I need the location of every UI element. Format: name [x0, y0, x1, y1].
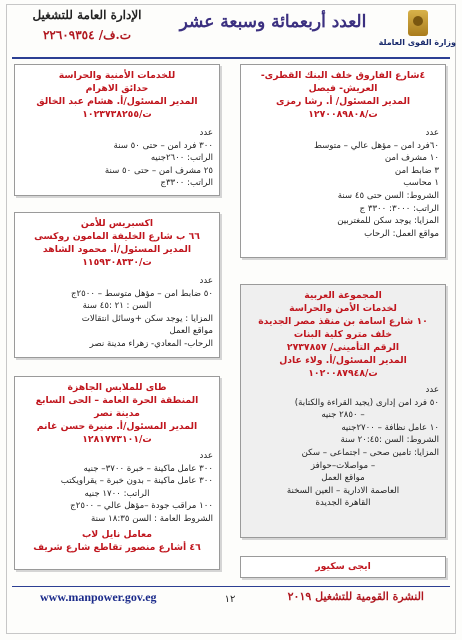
card-manager: المدير المسئول/ أ. رشا رمزى	[275, 96, 411, 107]
job-line: الراتب: ٣٣٠٠ج	[160, 178, 213, 189]
job-line: القاهرة الجديدة	[315, 498, 371, 509]
job-line: الرحاب- المعادي- زهراء مدينة نصر	[89, 338, 213, 349]
job-line: الراتب: ١٧٠٠ جنيه	[84, 488, 150, 499]
issue-title: العدد أربعمائة وسبعة عشر	[179, 12, 367, 32]
job-line: مواقع العمل	[169, 326, 213, 337]
card-egy-secure	[240, 556, 446, 578]
ministry-block	[380, 10, 456, 56]
ministry-name: وزارة القوى العاملة	[378, 38, 456, 47]
job-line: ٦٠فرد امن – مؤهل عالي – متوسط	[313, 140, 439, 151]
job-line: ٣ ضابط امن	[394, 165, 439, 176]
card-address: خلف مترو كلية البنات	[293, 329, 393, 340]
card-express-security	[14, 212, 220, 358]
job-line: ٢٥ مشرف امن – حتى ٥٠ سنة	[104, 165, 213, 176]
count-label: عدد	[425, 385, 439, 395]
job-line: مواقع العمل: الرحاب	[364, 228, 439, 239]
card-title: ايجى سكيور	[315, 561, 371, 572]
count-label: عدد	[199, 128, 213, 138]
card-address: ١٠ شارع اسامة بن منقذ مصر الجديدة	[258, 316, 428, 327]
department-name: الإدارة العامة للتشغيل	[32, 8, 142, 22]
card-phone: ت/١٢٨١٧٧٣١٠١	[82, 434, 152, 445]
card-tai-garments	[14, 376, 220, 570]
card-phone: ت/١٢٧٠٠٨٩٨٠٨	[308, 109, 378, 120]
job-line: ١٠٠ مراقب جودة –مؤهل عالي – ٢٥٠٠ج	[70, 501, 213, 512]
job-line: المزايا: يوجد سكن للمغتربين	[337, 216, 439, 227]
card-address: المنطقة الحرة العامة – الحى السابع	[35, 395, 199, 406]
card-title: للخدمات الأمنية والحراسة	[58, 70, 176, 81]
card-address: ٦٦ ب شارع الخليفة المامون روكسى	[34, 231, 200, 242]
job-line: الشروط: السن :٢٠:٤٥ سنة	[340, 435, 439, 446]
card-phone: ت/١١٥٩٣٠٨٣٣٠	[82, 257, 152, 268]
job-line: ٣٠٠ فرد امن – حتى ٥٠ سنة	[113, 140, 213, 151]
card-address: حدائق الاهرام	[85, 83, 149, 94]
count-label: عدد	[199, 276, 213, 286]
card-title: اكسبريس للأمن	[80, 218, 154, 229]
job-line: الراتب: ٣٠٠٠: ٣٣٠٠ ج	[359, 203, 439, 214]
job-line: ٥٠ ضابط امن – مؤهل متوسط – ٢٥٠٠ج	[70, 288, 213, 299]
department-phone: ت.ف/ ٢٢٦٠٩٣٥٤	[42, 28, 132, 42]
footer-website-link[interactable]: www.manpower.gov.eg	[40, 590, 157, 604]
job-line: مواقع العمل	[321, 473, 365, 484]
card-address: العريش- فيصل	[308, 83, 378, 94]
count-label: عدد	[425, 128, 439, 138]
department-block	[12, 8, 162, 42]
card-insurance-number: الرقم التأمينى/ ٢٧٣٧٨٥٧	[286, 342, 400, 353]
card-security-services	[14, 64, 220, 196]
job-line: ٣٠٠ عامل ماكينة – بدون خبرة – يقراويكتب	[60, 476, 213, 487]
card-title: ٤شارع الفاروق خلف البنك القطرى-	[260, 70, 426, 81]
job-line: ١٠ عامل نظافة – ٢٧٠٠جنيه	[341, 422, 439, 433]
card-manager: المدير المسئول/أ. ولاء عادل	[279, 355, 407, 366]
card-title: المجموعة العربية	[304, 290, 382, 301]
card-phone: ت/١٠٢٠٠٨٧٩٤٨	[308, 368, 378, 379]
job-line: الشروط: السن حتى ٤٥ سنة	[337, 190, 439, 201]
next-company-address: ٤٦ أشارع منصور تقاطع شارع شريف	[33, 541, 201, 553]
job-line: المزايا : يوجد سكن +وسائل انتقالات	[81, 313, 213, 324]
job-line: ١ محاسب	[403, 178, 439, 189]
card-subtitle: لخدمات الأمن والحراسة	[289, 303, 397, 314]
header-divider	[12, 57, 450, 59]
job-line: ٣٠٠ عامل ماكينة – خبرة ٣٧٠٠– جنيه	[83, 463, 213, 474]
card-address: مدينة نصر	[94, 408, 140, 419]
job-line: السن : ٢١ :٤٥ سنة	[82, 301, 152, 312]
job-line: ٥٠ فرد امن إدارى (يجيد القراءة والكتابة)	[294, 397, 439, 408]
job-line: الراتب: ٢٦٠٠جنيه	[150, 153, 213, 164]
job-line: العاصمة الادارية – العين السخنة	[286, 485, 400, 496]
job-line: المزايا: تامين صحى – اجتماعى – سكن	[301, 447, 439, 458]
next-company-title: معامل نايل لاب	[81, 528, 153, 540]
page-number: ١٢	[224, 594, 236, 605]
card-arab-group	[240, 284, 446, 538]
count-label: عدد	[199, 451, 213, 461]
card-phone: ت/١٠٢٣٧٣٨٢٥٥	[82, 109, 152, 120]
card-faruq-security	[240, 64, 446, 258]
publication-name: النشرة القومية للتشغيل ٢٠١٩	[287, 590, 424, 603]
card-manager: المدير المسئول/أ. محمود الشاهد	[42, 244, 192, 255]
footer-divider	[12, 586, 450, 587]
job-line: الشروط العامة : السن ١٨:٣٥ سنة	[90, 513, 213, 524]
job-line: – مواصلات–حوافز	[310, 460, 376, 471]
eagle-emblem-icon	[408, 10, 428, 36]
card-title: طاى للملابس الجاهزة	[67, 382, 167, 393]
card-manager: المدير المسئول/أ. هشام عبد الخالق	[36, 96, 198, 107]
job-line: ١٠ مشرف امن	[384, 153, 439, 164]
job-line: – ٢٨٥٠ جنيه	[321, 410, 365, 421]
card-manager: المدير المسئول/أ. منيرة حسن غانم	[36, 421, 198, 432]
